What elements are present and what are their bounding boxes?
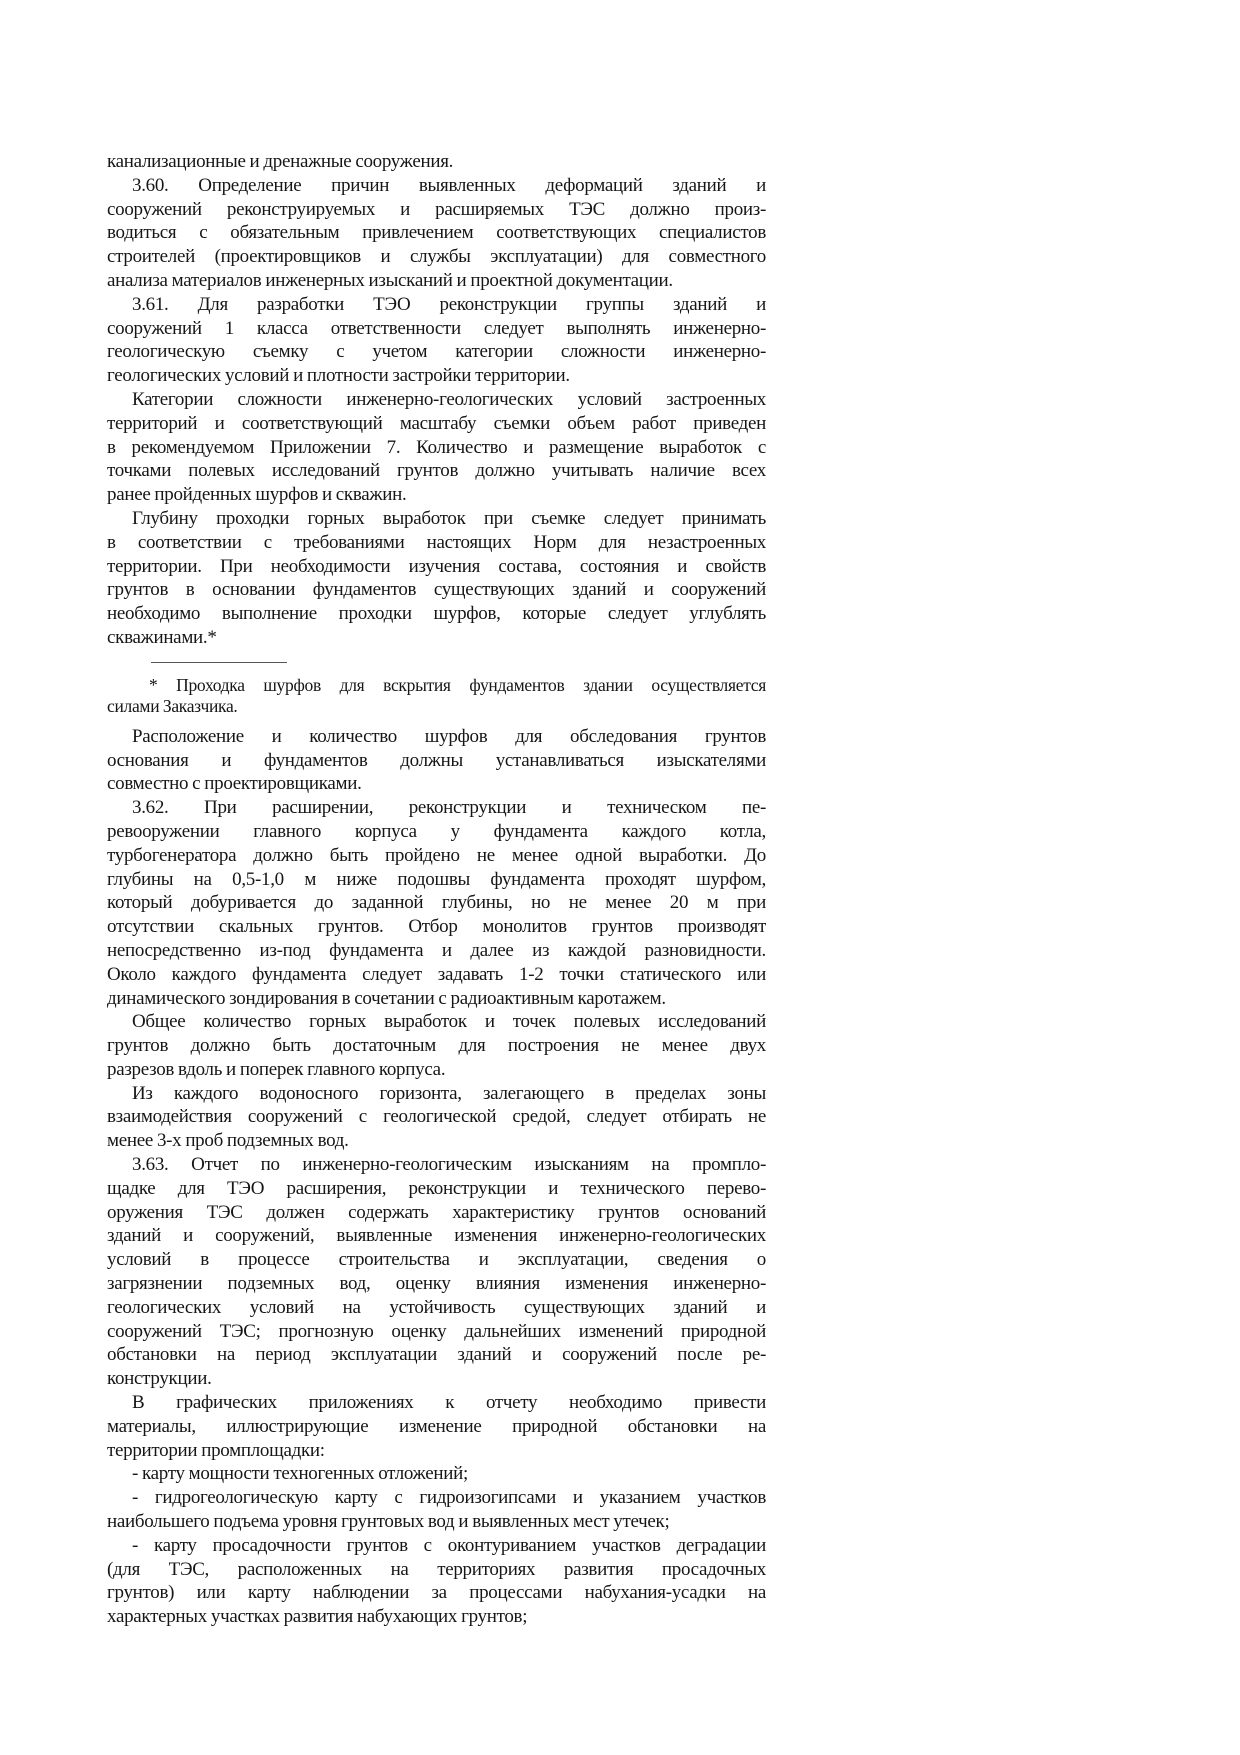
text-line: Категории сложности инженерно-геологических условий застроенных	[132, 388, 766, 410]
footnote-paragraph	[107, 675, 766, 717]
text-line: глубины на 0,5-1,0 м ниже подошвы фундамента проходят шурфом,	[107, 868, 766, 890]
body-paragraph	[107, 796, 766, 1010]
text-line: динамического зондирования в сочетании с радиоактивным каротажем.	[107, 987, 666, 1009]
text-line: конструкции.	[107, 1368, 212, 1390]
text-line: необходимо выполнение проходки шурфов, которые следует углублять	[107, 603, 766, 625]
body-paragraph	[107, 293, 766, 388]
text-line: геологических условий и плотности застройки территории.	[107, 365, 570, 387]
text-line: характерных участках развития набухающих грунтов;	[107, 1606, 528, 1628]
text-line: совместно с проектировщиками.	[107, 773, 362, 795]
text-line: 3.60. Определение причин выявленных деформаций зданий и	[132, 174, 766, 196]
text-line: загрязнении подземных вод, оценку влияния изменения инженерно-	[107, 1273, 766, 1295]
body-paragraph	[107, 1462, 766, 1486]
text-line: 3.63. Отчет по инженерно-геологическим изысканиям на промпло-	[132, 1154, 766, 1176]
text-line: территории. При необходимости изучения состава, состояния и свойств	[107, 555, 766, 577]
body-paragraph	[107, 1391, 766, 1462]
text-line: (для ТЭС, расположенных на территориях развития просадочных	[107, 1558, 766, 1580]
text-line: Общее количество горных выработок и точек полевых исследований	[132, 1011, 766, 1033]
text-line: территорий и соответствующий масштабу съемки объем работ приведен	[107, 412, 766, 434]
text-line: материалы, иллюстрирующие изменение природной обстановки на	[107, 1415, 766, 1437]
text-line: в рекомендуемом Приложении 7. Количество и размещение выработок с	[107, 436, 766, 458]
text-line: Из каждого водоносного горизонта, залегающего в пределах зоны	[132, 1082, 766, 1104]
text-line: 3.62. При расширении, реконструкции и техническом пе-	[132, 797, 766, 819]
body-paragraph	[107, 1534, 766, 1629]
text-line: анализа материалов инженерных изысканий и проектной документации.	[107, 269, 673, 291]
footnote-line: * Проходка шурфов для вскрытия фундаментов здании осуществляется	[149, 674, 766, 695]
text-line: основания и фундаментов должны устанавливаться изыскателями	[107, 749, 766, 771]
text-line: грунтов должно быть достаточным для построения не менее двух	[107, 1035, 766, 1057]
body-paragraph	[107, 507, 766, 650]
text-line: геологических условий на устойчивость существующих зданий и	[107, 1296, 766, 1318]
footnote-separator-rule	[151, 662, 287, 663]
text-line: щадке для ТЭО расширения, реконструкции и технического перево-	[107, 1177, 766, 1199]
text-line: турбогенератора должно быть пройдено не менее одной выработки. До	[107, 844, 766, 866]
footnote-line: силами Заказчика.	[107, 695, 238, 716]
text-line: канализационные и дренажные сооружения.	[107, 151, 454, 172]
text-line: грунтов в основании фундаментов существующих зданий и сооружений	[107, 579, 766, 601]
text-line: Расположение и количество шурфов для обследования грунтов	[132, 725, 766, 747]
text-line: ранее пройденных шурфов и скважин.	[107, 484, 407, 506]
text-line: строителей (проектировщиков и службы эксплуатации) для совместного	[107, 246, 766, 268]
text-line: - карту мощности техногенных отложений;	[132, 1463, 468, 1485]
text-line: отсутствии скальных грунтов. Отбор монолитов грунтов производят	[107, 916, 766, 938]
body-paragraph	[107, 388, 766, 507]
text-line: 3.61. Для разработки ТЭО реконструкции группы зданий и	[132, 293, 766, 315]
body-paragraph	[107, 725, 766, 796]
text-line: разрезов вдоль и поперек главного корпуса.	[107, 1058, 446, 1080]
text-line: В графических приложениях к отчету необходимо привести	[132, 1392, 766, 1414]
text-line: в соответствии с требованиями настоящих Норм для незастроенных	[107, 531, 766, 553]
text-line: сооружений ТЭС; прогнозную оценку дальнейших изменений природной	[107, 1320, 766, 1342]
text-line: сооружений реконструируемых и расширяемых ТЭС должно произ-	[107, 198, 766, 220]
text-line: водиться с обязательным привлечением соответствующих специалистов	[107, 222, 766, 244]
text-line: наибольшего подъема уровня грунтовых вод и выявленных мест утечек;	[107, 1511, 670, 1533]
text-line: - карту просадочности грунтов с оконтуриванием участков деградации	[132, 1534, 766, 1556]
body-paragraph	[107, 174, 766, 293]
text-line: территории промплощадки:	[107, 1439, 325, 1461]
body-paragraph	[107, 150, 766, 174]
body-paragraph	[107, 1486, 766, 1534]
body-paragraph	[107, 1010, 766, 1081]
text-line: сооружений 1 класса ответственности следует выполнять инженерно-	[107, 317, 766, 339]
text-line: который добуривается до заданной глубины, но не менее 20 м при	[107, 892, 766, 914]
text-line: грунтов) или карту наблюдении за процессами набухания-усадки на	[107, 1582, 766, 1604]
text-line: скважинами.*	[107, 626, 217, 648]
text-line: Около каждого фундамента следует задавать 1-2 точки статического или	[107, 963, 766, 985]
body-paragraph	[107, 1082, 766, 1153]
text-line: взаимодействия сооружений с геологической средой, следует отбирать не	[107, 1106, 766, 1128]
text-line: условий в процессе строительства и эксплуатации, сведения о	[107, 1249, 766, 1271]
text-line: непосредственно из-под фундамента и далее из каждой разновидности.	[107, 939, 766, 961]
text-line: - гидрогеологическую карту с гидроизогипсами и указанием участков	[132, 1487, 766, 1509]
text-line: обстановки на период эксплуатации зданий и сооружений после ре-	[107, 1344, 766, 1366]
text-line: Глубину проходки горных выработок при съемке следует принимать	[132, 507, 766, 529]
text-line: геологическую съемку с учетом категории сложности инженерно-	[107, 341, 766, 363]
text-line: зданий и сооружений, выявленные изменения инженерно-геологических	[107, 1225, 766, 1247]
body-paragraph	[107, 1153, 766, 1391]
text-line: ревооружении главного корпуса у фундамента каждого котла,	[107, 820, 766, 842]
text-line: менее 3-х проб подземных вод.	[107, 1130, 349, 1152]
text-line: точками полевых исследований грунтов должно учитывать наличие всех	[107, 460, 766, 482]
text-line: оружения ТЭС должен содержать характеристику грунтов оснований	[107, 1201, 766, 1223]
text-column	[107, 150, 766, 1629]
